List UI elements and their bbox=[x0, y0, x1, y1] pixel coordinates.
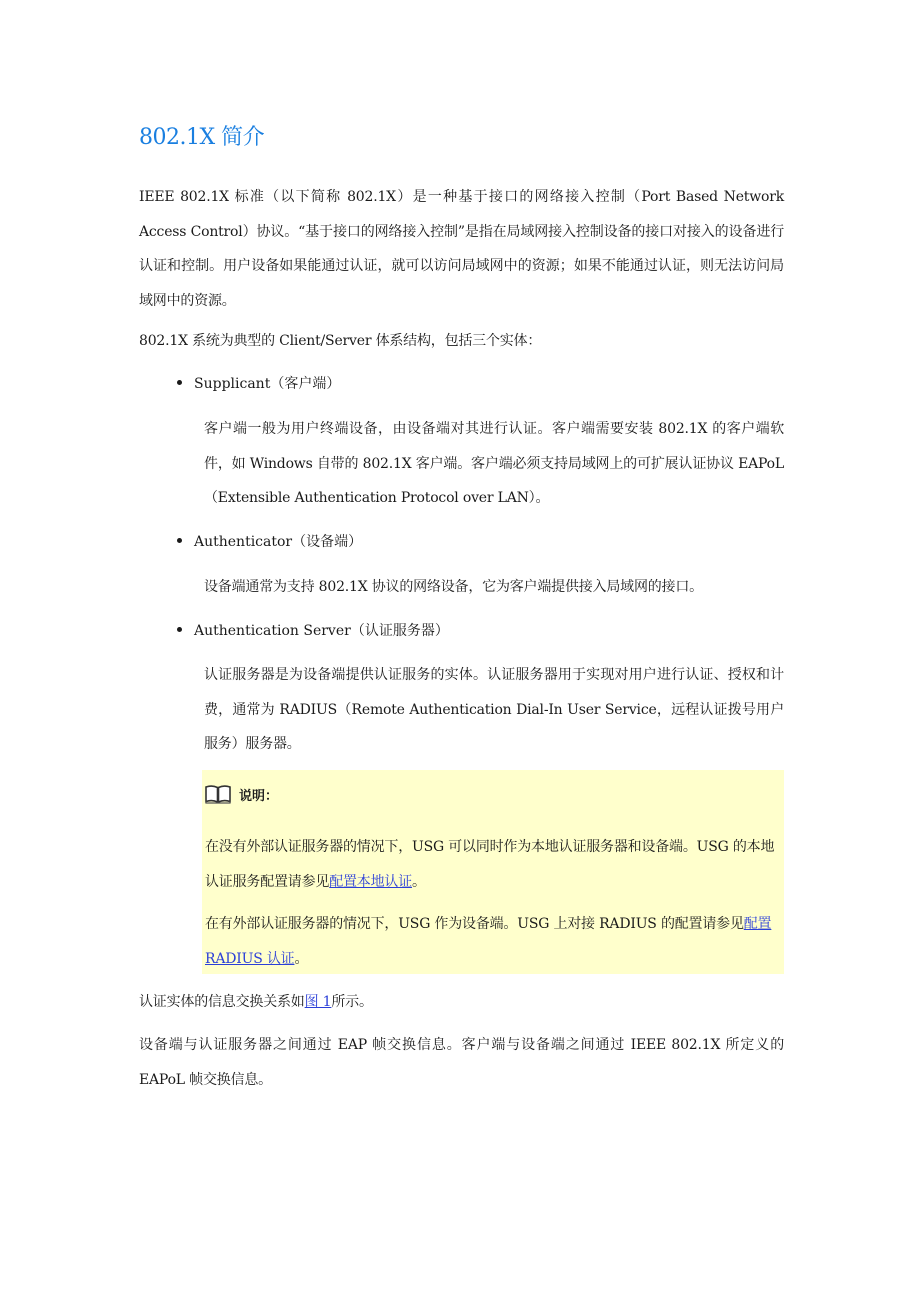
bullet-supplicant bbox=[177, 374, 340, 394]
book-icon bbox=[205, 784, 231, 804]
note-paragraph-1 bbox=[205, 830, 781, 899]
figure-ref-text-end: 所示。 bbox=[331, 994, 373, 1010]
entity-name: Authenticator（设备端） bbox=[194, 534, 363, 550]
bullet-authenticator bbox=[177, 532, 362, 552]
entity-description: 认证服务器是为设备端提供认证服务的实体。认证服务器用于实现对用户进行认证、授权和计费，通常为 RADIUS（Remote Authentication Dial-In User Service，远程认证拨号用户服务）服务器。 bbox=[204, 667, 784, 752]
link-figure-1[interactable]: 图 1 bbox=[304, 994, 332, 1010]
note-paragraph-2 bbox=[205, 907, 781, 976]
bullet-authentication-server bbox=[177, 621, 449, 641]
entity-description: 设备端通常为支持 802.1X 协议的网络设备，它为客户端提供接入局域网的接口。 bbox=[204, 579, 703, 595]
link-radius-auth-config[interactable]: 配置 RADIUS 认证 bbox=[205, 916, 772, 967]
figure-reference-paragraph bbox=[139, 985, 784, 1020]
note-box bbox=[202, 770, 784, 974]
bullet-dot-icon bbox=[177, 380, 182, 385]
bullet-dot-icon bbox=[177, 538, 182, 543]
entity-name: Supplicant（客户端） bbox=[194, 376, 341, 392]
note-label: 说明： bbox=[239, 788, 279, 804]
figure-ref-text: 认证实体的信息交换关系如 bbox=[139, 994, 305, 1010]
structure-paragraph: 802.1X 系统为典型的 Client/Server 体系结构，包括三个实体： bbox=[139, 333, 542, 349]
entity-name: Authentication Server（认证服务器） bbox=[194, 623, 449, 639]
bullet-dot-icon bbox=[177, 627, 182, 632]
note-text-end: 。 bbox=[294, 950, 309, 967]
exchange-paragraph: 设备端与认证服务器之间通过 EAP 帧交换信息。客户端与设备端之间通过 IEEE 802.1X 所定义的 EAPoL 帧交换信息。 bbox=[139, 1037, 784, 1088]
note-text-end: 。 bbox=[412, 873, 426, 890]
note-header bbox=[205, 784, 278, 804]
intro-paragraph: IEEE 802.1X 标准（以下简称 802.1X）是一种基于接口的网络接入控制（Port Based Network Access Control）协议。“基于接口的网络接入控制”是指在局域网接入控制设备的接口对接入的设备进行认证和控制。用户设备如果能通过认证，就可以访问局域网中的资源；如果不能通过认证，则无法访问局域网中的资源。 bbox=[139, 189, 784, 309]
entity-description: 客户端一般为用户终端设备，由设备端对其进行认证。客户端需要安装 802.1X 的客户端软件，如 Windows 自带的 802.1X 客户端。客户端必须支持局域网上的可扩展认证协议 EAPoL（Extensible Authentication Protocol over LAN）。 bbox=[204, 421, 784, 506]
note-text: 在有外部认证服务器的情况下，USG 作为设备端。USG 上对接 RADIUS 的配置请参见 bbox=[205, 916, 744, 932]
note-text: 在没有外部认证服务器的情况下，USG 可以同时作为本地认证服务器和设备端。USG 的本地认证服务配置请参见 bbox=[205, 839, 775, 890]
page-title: 802.1X 简介 bbox=[139, 125, 265, 150]
link-local-auth-config[interactable]: 配置本地认证 bbox=[329, 873, 413, 890]
